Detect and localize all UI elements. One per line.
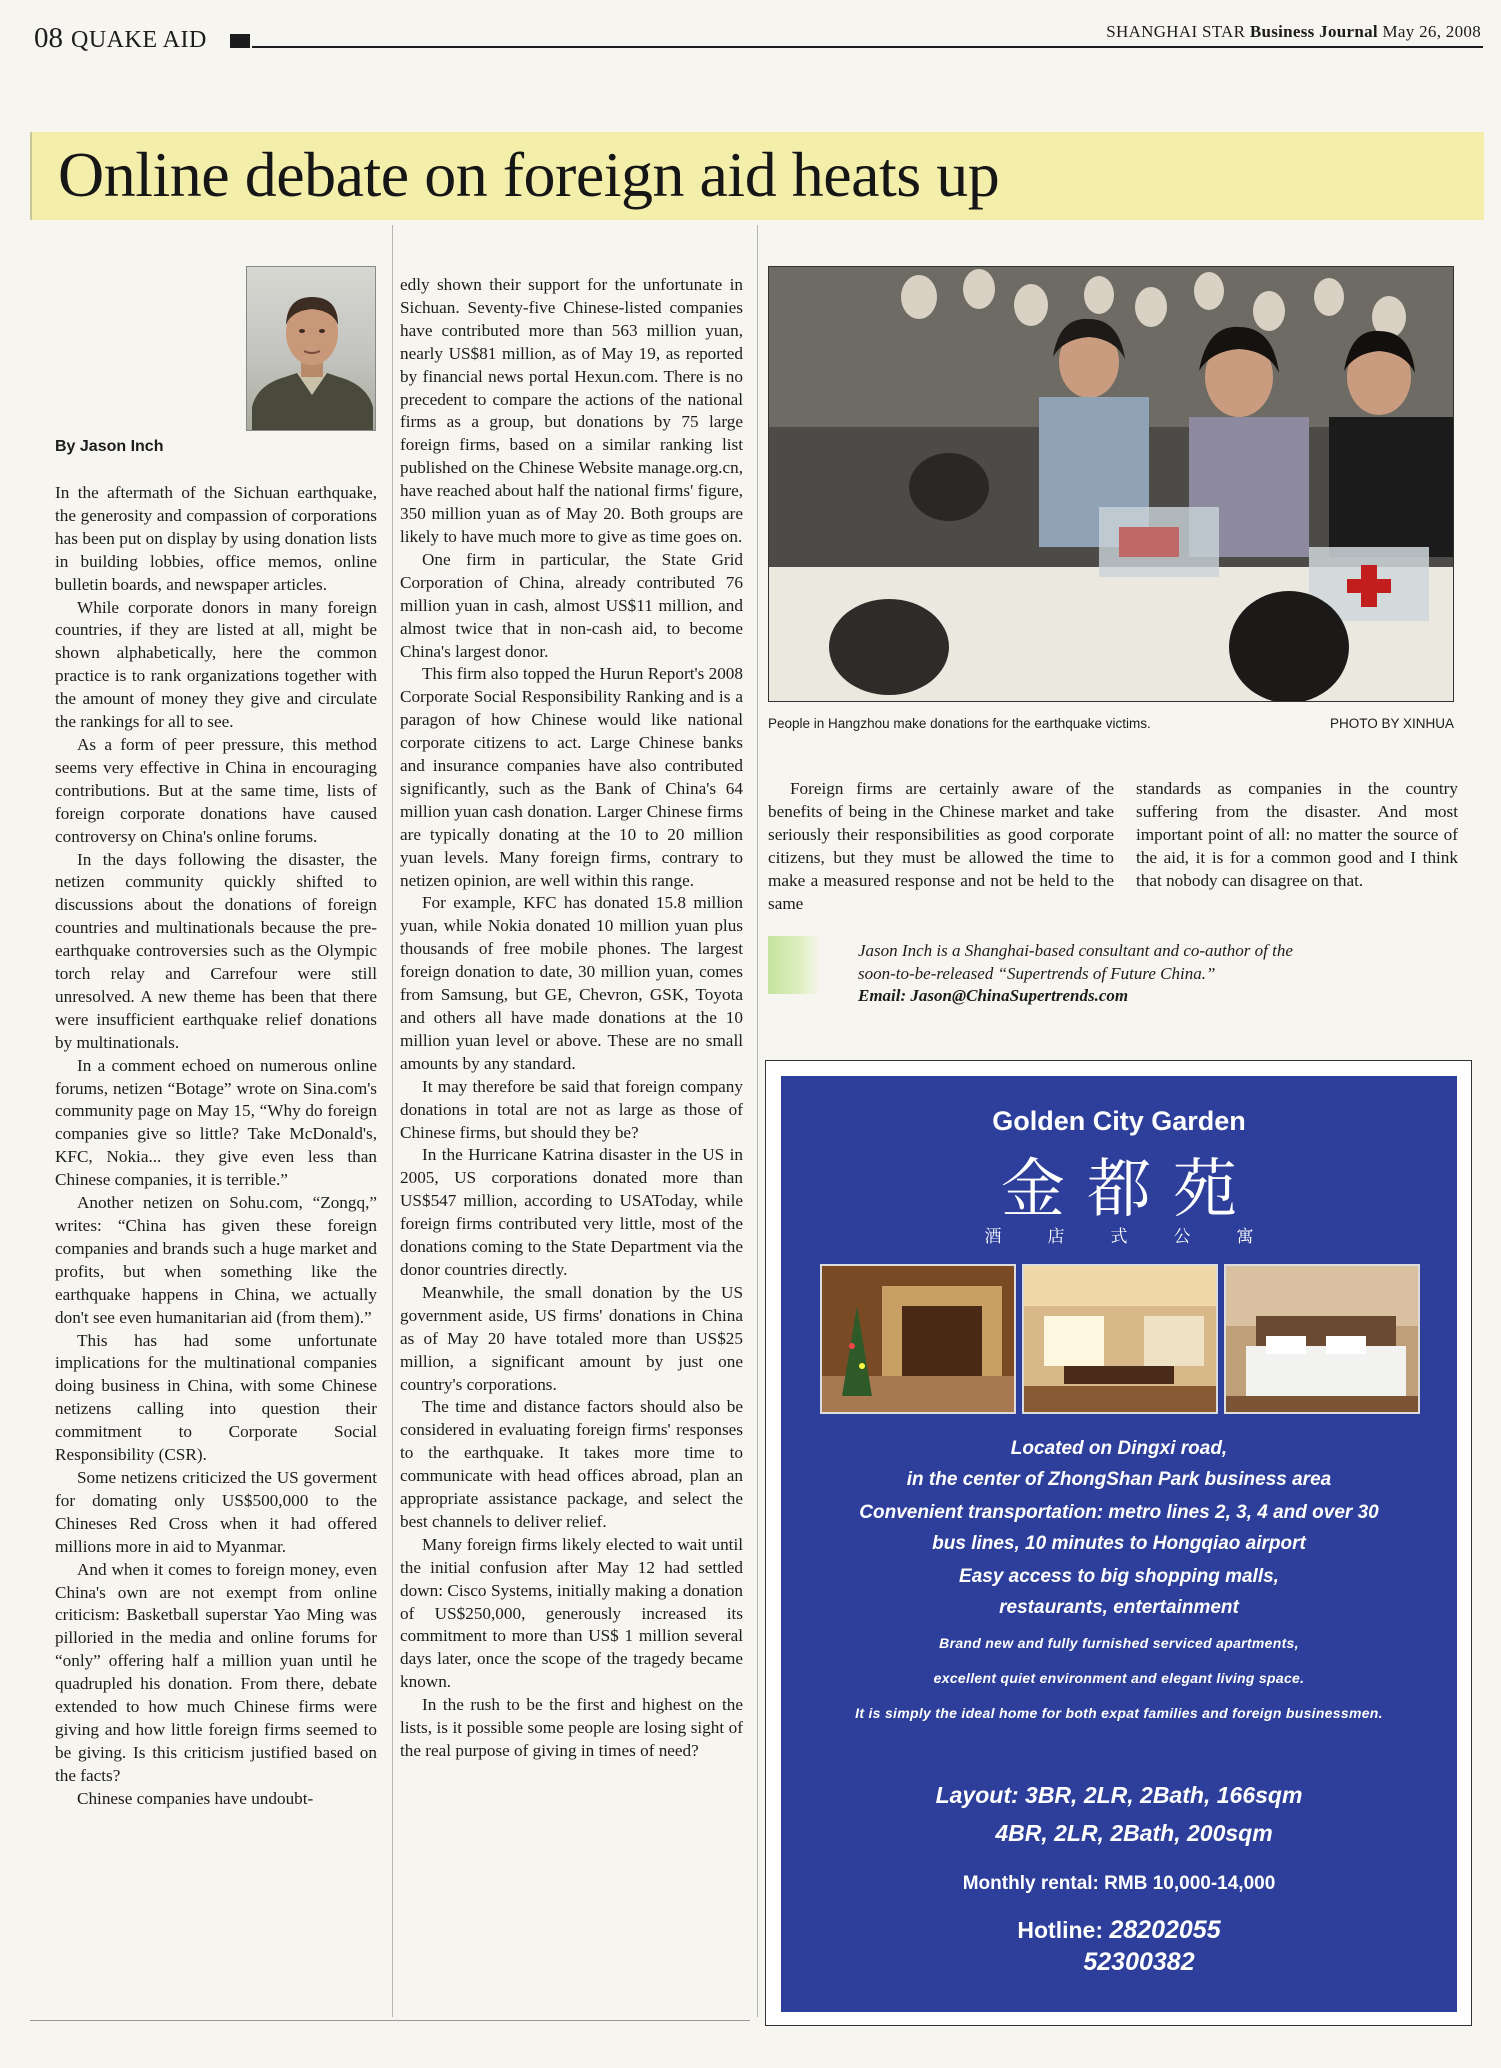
paragraph: Another netizen on Sohu.com, “Zongq,” writes: “China has given these foreign companies and brands such a huge market and profits, but when something like the earthquake happens in China, we actually don't see even humanitarian aid (from them).” [55,1193,377,1327]
photo-caption [768,716,1454,731]
paper-name: SHANGHAI STAR [1106,22,1246,41]
advert-shopping: Easy access to big shopping malls, [959,1566,1279,1587]
advert-chinese-subtitle: 酒店式公寓 [984,1227,1300,1247]
advert-transport: Convenient transportation: metro lines 2, 3, 4 and over 30 [859,1502,1379,1523]
masthead [1106,22,1481,42]
lobby-photo [820,1264,1016,1414]
article-column-2 [400,274,743,1763]
paragraph: While corporate donors in many foreign countries, if they are listed at all, might be shown alphabetically, here the common practice is to rank organizations together with the amount of money they give and circulate the rankings for all to see. [55,597,377,732]
paragraph: standards as companies in the country suffering from the disaster. And most important point of all: no matter the source of the aid, it is for a common good and I think that nobody can disagree on that. [1136,779,1458,890]
paragraph: In the aftermath of the Sichuan earthquake, the generosity and compassion of corporations has been put on display by using donation lists in building lobbies, office memos, online bulletin boards, and newspaper articles. [55,483,377,594]
byline: By Jason Inch [55,438,164,455]
author-note-marker [768,936,820,994]
advert-feature: Brand new and fully furnished serviced apartments, [939,1635,1299,1651]
headline: Online debate on foreign aid heats up [58,139,1000,210]
paragraph: For example, KFC has donated 15.8 million yuan, while Nokia donated 10 million yuan plus thousands of free mobile phones. The largest foreign donation to date, 30 million yuan, comes from Samsung, but GE, Chevron, GSK, Toyota and others all have made donations at the 10 million yuan level or above. These are no small amounts by any standard. [400,893,743,1073]
paragraph: In the Hurricane Katrina disaster in the US in 2005, US corporations donated more than US$547 million, according to USAToday, while foreign firms contributed very little, most of the donations coming to the State Department via the donor countries directly. [400,1145,743,1279]
author-email: Email: Jason@ChinaSupertrends.com [858,986,1129,1005]
paragraph: In the rush to be the first and highest on the lists, is it possible some people are losing sight of the real purpose of giving in times of need? [400,1695,743,1760]
paragraph: In a comment echoed on numerous online forums, netizen “Botage” wrote on Sina.com's community page on May 15, “Why do foreign companies give so little? Take McDonald's, KFC, Nokia... they give even less than Chinese companies, it is terrible.” [55,1055,377,1190]
author-photo [246,266,376,431]
paragraph: Foreign firms are certainly aware of the benefits of being in the Chinese market and take seriously their responsibilities as good corporate citizens, but they must be allowed the time to make a measured response and not be held to the same [768,779,1114,913]
paragraph: The time and distance factors should also be considered in evaluating foreign firms' responses to the earthquake. It takes more time to communicate with head offices abroad, plan an appropriate assistance package, and select the best channels to deliver relief. [400,1397,743,1531]
column-rule [757,225,758,2017]
paragraph: One firm in particular, the State Grid Corporation of China, already contributed 76 million yuan in cash, almost US$11 million, and almost twice that in non-cash aid, to become China's largest donor. [400,549,743,661]
article-column-4 [1136,778,1458,893]
bottom-rule [30,2020,750,2021]
paragraph: This firm also topped the Hurun Report's 2008 Corporate Social Responsibility Ranking and is a paragon of how Chinese would like national corporate citizens to act. Large Chinese banks and insurance companies have also contributed significantly, such as the Bank of China's 64 million yuan cash donation. Larger Chinese firms are typically donating at the 10 to 20 million yuan levels. Many foreign firms, contrary to netizen opinion, are well within this range. [400,664,743,890]
dining-photo [1022,1264,1218,1414]
paragraph: edly shown their support for the unfortunate in Sichuan. Seventy-five Chinese-listed companies have contributed more than 563 million yuan, nearly US$81 million, as of May 19, as reported by financial news portal Hexun.com. There is no precedent to compare the actions of the national firms as a group, but donations by 75 large foreign firms, based on a similar ranking list published on the Chinese Website manage.org.cn, have reached about half the national firms' figure, 350 million yuan as of May 20. Both groups are likely to have much more to give as time goes on. [400,275,743,546]
advert-shopping-detail: restaurants, entertainment [999,1597,1239,1618]
article-column-3 [768,778,1114,915]
section-label: QUAKE AID [71,27,207,53]
paragraph: Many foreign firms likely elected to wait until the initial confusion after May 12 had settled down: Cisco Systems, initially making a donation of US$250,000, generously increased its commitment to more than US$ 1 million several days later, once the scope of the tragedy became known. [400,1534,743,1692]
photo-credit: PHOTO BY XINHUA [1329,716,1454,731]
advert-hotline [781,1916,1457,1945]
advert-location: Located on Dingxi road, [1010,1438,1228,1459]
author-note [858,940,1458,1008]
advert-chinese-name: 金都苑 [1001,1153,1259,1227]
header-block [230,34,250,48]
paragraph: In the days following the disaster, the netizen community quickly shifted to discussions about the donations of foreign countries and multinationals because the pre-earthquake controversies such as the Olympic torch relay and Carrefour were still unresolved. A new theme has been that there were insufficient earthquake relief donations by multinationals. [55,849,377,1052]
column-rule [392,225,393,2017]
author-note-line: soon-to-be-released “Supertrends of Future China.” [858,963,1216,983]
paragraph: This has had some unfortunate implications for the multinational companies doing business in China, with some Chinese netizens calling into question their commitment to Corporate Social Responsibility (CSR). [55,1330,377,1465]
hotline-number: 28202055 [1109,1916,1221,1944]
advert-title: Golden City Garden [992,1106,1246,1136]
advert-layout-1: Layout: 3BR, 2LR, 2Bath, 166sqm [935,1782,1303,1808]
advert-feature-detail: excellent quiet environment and elegant living space. [933,1670,1305,1686]
journal-name: Business Journal [1249,22,1378,41]
paragraph: It may therefore be said that foreign company donations in total are not as large as those of Chinese firms, but should they be? [400,1076,743,1142]
news-photo [768,266,1454,702]
paragraph: As a form of peer pressure, this method seems very effective in China in encouraging contributions. But at the same time, lists of foreign corporate donations have caused controversy on China's online forums. [55,734,377,846]
bedroom-photo [1224,1264,1420,1414]
issue-date: May 26, 2008 [1382,22,1481,41]
hotline-number: 52300382 [1083,1948,1195,1976]
caption-text: People in Hangzhou make donations for the earthquake victims. [768,716,1151,731]
advert-hotline-2 [781,1948,1457,1977]
advert-rental: Monthly rental: RMB 10,000-14,000 [962,1873,1276,1894]
advert-photos [820,1264,1420,1414]
page-number: 08 QUAKE AID [34,22,207,54]
advert-slogan: It is simply the ideal home for both expat families and foreign businessmen. [855,1705,1383,1721]
advert-location-detail: in the center of ZhongShan Park business area [906,1469,1332,1490]
hotline-label: Hotline: [1017,1917,1103,1943]
header-rule [252,46,1483,48]
paragraph: Some netizens criticized the US goverment for domating only US$500,000 to the Chineses Red Cross when it had offered millions more in aid to Myanmar. [55,1467,377,1556]
article-column-1 [55,482,377,1811]
advert-transport-detail: bus lines, 10 minutes to Hongqiao airport [932,1533,1306,1554]
paragraph: Meanwhile, the small donation by the US government aside, US firms' donations in China as of May 20 have totaled more than US$25 million, a significant amount by just one country's corporations. [400,1282,743,1394]
author-note-line: Jason Inch is a Shanghai-based consultant and co-author of the [858,941,1293,960]
advert-layout-2: 4BR, 2LR, 2Bath, 200sqm [995,1820,1273,1846]
advert [781,1076,1457,2012]
paragraph: Chinese companies have undoubt- [77,1788,314,1808]
paragraph: And when it comes to foreign money, even China's own are not exempt from online criticism: Basketball superstar Yao Ming was pilloried in the media and online forums for “only” offering half a million yuan until he quadrupled his donation. From there, debate extended to how much Chinese firms were giving and how little foreign firms seemed to be giving. Is this criticism justified based on the facts? [55,1559,377,1785]
